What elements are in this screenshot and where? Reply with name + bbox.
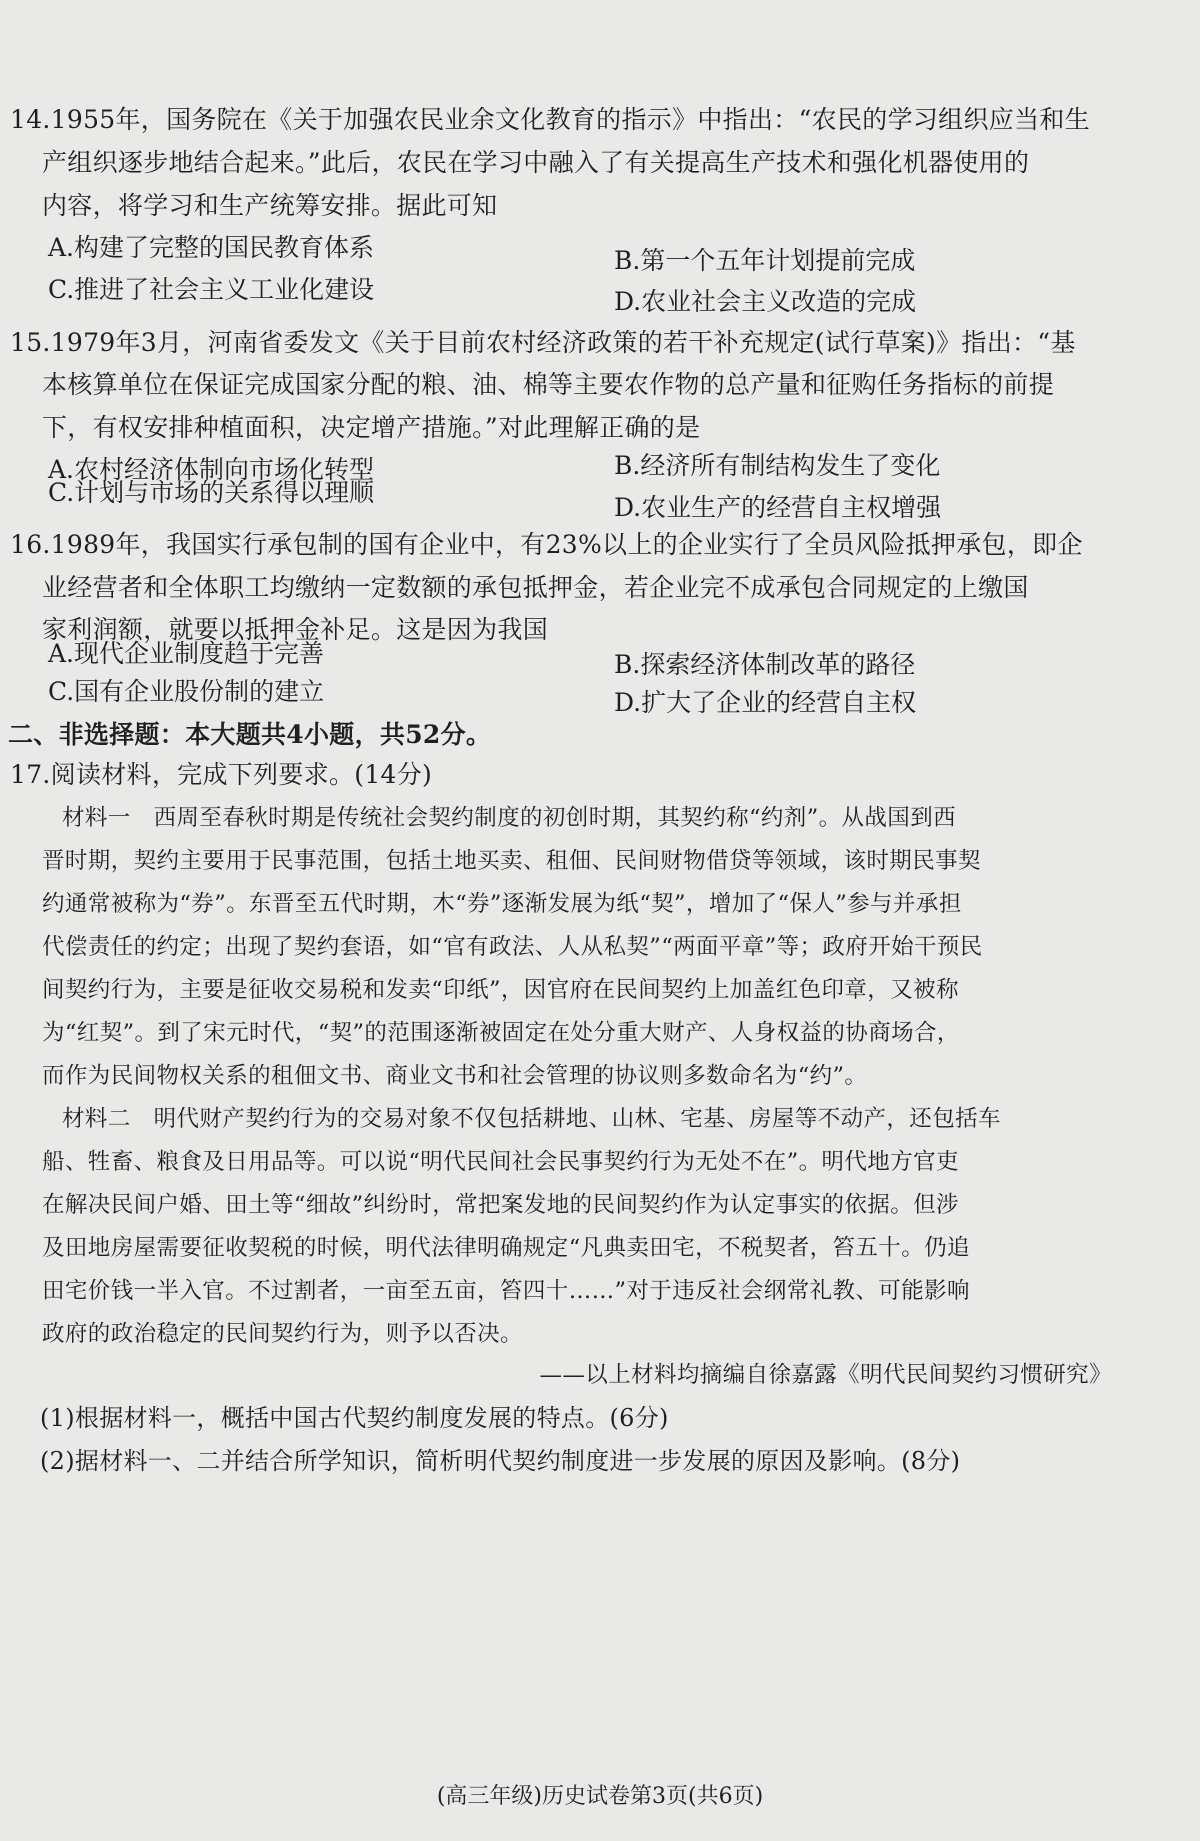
q17-subquestion-1: (1)根据材料一，概括中国古代契约制度发展的特点。(6分)	[40, 1404, 669, 1432]
material-1-line-4: 代偿责任的约定；出现了契约套语，如“官有政法、人从私契”“两面平章”等；政府开始干预民	[42, 934, 983, 960]
q17-intro: 17.阅读材料，完成下列要求。(14分)	[10, 760, 433, 789]
material-2-line-3: 在解决民间户婚、田土等“细故”纠纷时，常把案发地的民间契约作为认定事实的依据。但涉	[42, 1192, 959, 1218]
material-1-line-6: 为“红契”。到了宋元时代，“契”的范围逐渐被固定在处分重大财产、人身权益的协商场合，	[42, 1020, 960, 1046]
q14-stem-line-3: 内容，将学习和生产统筹安排。据此可知	[42, 191, 498, 220]
q14-option-d: D.农业社会主义改造的完成	[614, 287, 917, 316]
q14-option-c: C.推进了社会主义工业化建设	[48, 275, 375, 304]
q16-stem-line-3: 家利润额，就要以抵押金补足。这是因为我国	[42, 615, 549, 644]
q14-stem-line-1: 14.1955年，国务院在《关于加强农民业余文化教育的指示》中指出：“农民的学习组织应当和生	[10, 105, 1090, 134]
q15-stem-line-3: 下，有权安排种植面积，决定增产措施。”对此理解正确的是	[42, 413, 701, 442]
material-2-line-2: 船、牲畜、粮食及日用品等。可以说“明代民间社会民事契约行为无处不在”。明代地方官吏	[42, 1149, 959, 1175]
q15-stem-line-2: 本核算单位在保证完成国家分配的粮、油、棉等主要农作物的总产量和征购任务指标的前提	[42, 370, 1055, 399]
q16-option-d: D.扩大了企业的经营自主权	[614, 688, 917, 717]
q15-stem-line-1: 15.1979年3月，河南省委发文《关于目前农村经济政策的若干补充规定(试行草案)》指出：“基	[10, 328, 1076, 357]
material-1-line-1: 材料一 西周至春秋时期是传统社会契约制度的初创时期，其契约称“约剂”。从战国到西	[62, 805, 957, 831]
material-1-line-2: 晋时期，契约主要用于民事范围，包括土地买卖、租佃、民间财物借贷等领域，该时期民事契	[42, 848, 981, 874]
material-1-line-7: 而作为民间物权关系的租佃文书、商业文书和社会管理的协议则多数命名为“约”。	[42, 1063, 868, 1089]
q16-option-a: A.现代企业制度趋于完善	[48, 639, 325, 668]
q16-stem-line-1: 16.1989年，我国实行承包制的国有企业中，有23%以上的企业实行了全员风险抵押承包，即企	[10, 530, 1083, 559]
q16-option-b: B.探索经济体制改革的路径	[614, 650, 916, 679]
q16-option-c: C.国有企业股份制的建立	[48, 677, 325, 706]
material-2-line-1: 材料二 明代财产契约行为的交易对象不仅包括耕地、山林、宅基、房屋等不动产，还包括车	[62, 1106, 1001, 1132]
material-2-line-4: 及田地房屋需要征收契税的时候，明代法律明确规定“凡典卖田宅，不税契者，笞五十。仍追	[42, 1235, 970, 1261]
material-1-line-3: 约通常被称为“券”。东晋至五代时期，木“券”逐渐发展为纸“契”，增加了“保人”参与并承担	[42, 891, 962, 917]
q17-subquestion-2: (2)据材料一、二并结合所学知识，简析明代契约制度进一步发展的原因及影响。(8分)	[40, 1447, 961, 1475]
material-2-line-5: 田宅价钱一半入官。不过割者，一亩至五亩，笞四十……”对于违反社会纲常礼教、可能影响	[42, 1278, 970, 1304]
q14-stem-line-2: 产组织逐步地结合起来。”此后，农民在学习中融入了有关提高生产技术和强化机器使用的	[42, 148, 1030, 177]
page-footer: (高三年级)历史试卷第3页(共6页)	[436, 1784, 764, 1809]
source-citation: ——以上材料均摘编自徐嘉露《明代民间契约习惯研究》	[539, 1362, 1112, 1388]
material-1-line-5: 间契约行为，主要是征收交易税和发卖“印纸”，因官府在民间契约上加盖红色印章，又被称	[42, 977, 959, 1003]
section-2-heading: 二、非选择题：本大题共4小题，共52分。	[8, 720, 492, 749]
q15-option-b: B.经济所有制结构发生了变化	[614, 451, 941, 480]
q14-option-b: B.第一个五年计划提前完成	[614, 246, 916, 275]
material-2-line-6: 政府的政治稳定的民间契约行为，则予以否决。	[42, 1321, 523, 1347]
q15-option-d: D.农业生产的经营自主权增强	[614, 493, 942, 522]
q14-option-a: A.构建了完整的国民教育体系	[48, 233, 375, 262]
q15-option-c: C.计划与市场的关系得以理顺	[48, 478, 375, 507]
q16-stem-line-2: 业经营者和全体职工均缴纳一定数额的承包抵押金，若企业完不成承包合同规定的上缴国	[42, 573, 1029, 602]
q15-option-a: A.农村经济体制向市场化转型	[48, 455, 375, 484]
